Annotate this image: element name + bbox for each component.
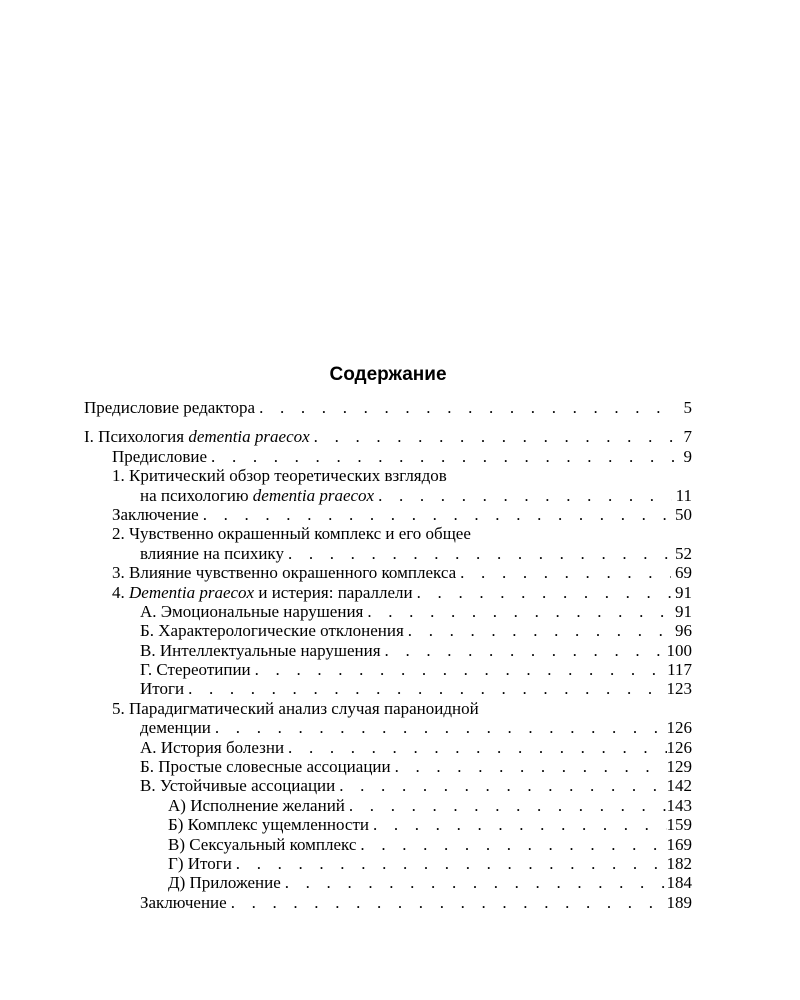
page-title: Содержание (329, 364, 447, 385)
dot-leader (378, 486, 672, 505)
dot-leader (417, 583, 671, 602)
dot-leader (314, 427, 674, 446)
toc-page-number: 142 (666, 776, 692, 796)
toc-entry (84, 486, 692, 505)
toc-page-number: 117 (667, 660, 692, 680)
toc-entry (84, 466, 692, 485)
dot-leader (188, 679, 666, 698)
toc-entry-label: В. Устойчивые ассоциации (140, 776, 336, 796)
dot-leader (360, 835, 666, 854)
dot-leader (395, 757, 667, 776)
toc-entry-label: 5. Парадигматический анализ случая параноидной (112, 698, 479, 718)
dot-leader (288, 738, 666, 757)
toc-entry-label: 1. Критический обзор теоретических взглядов (112, 466, 447, 486)
toc-entry (84, 602, 692, 621)
toc-page-number: 123 (666, 679, 692, 699)
dot-leader (385, 641, 667, 660)
toc-entry-label: 2. Чувственно окрашенный комплекс и его общее (112, 524, 471, 544)
toc-entry (84, 757, 692, 776)
toc-page-number: 91 (675, 582, 692, 602)
toc-entry (84, 699, 692, 718)
toc-entry (84, 505, 692, 524)
dot-leader (203, 505, 671, 524)
dot-leader (231, 893, 667, 912)
toc-page-number: 169 (666, 834, 692, 854)
toc-page-number: 182 (666, 853, 692, 873)
toc-page-number: 91 (675, 601, 692, 621)
toc-entry-label: влияние на психику (140, 543, 284, 563)
toc-page-number: 159 (666, 815, 692, 835)
toc-entry-label: Б) Комплекс ущемленности (168, 815, 369, 835)
toc-entry (84, 835, 692, 854)
toc-entry-label: Предисловие редактора (84, 398, 256, 417)
toc-entry-label: деменции (140, 718, 211, 738)
toc-entry (84, 796, 692, 815)
toc-entry-label: Заключение (112, 504, 199, 524)
toc-entry (84, 660, 692, 679)
toc-page-number: 11 (675, 485, 692, 505)
toc-page-number: 184 (666, 873, 692, 893)
toc-entry-label: 3. Влияние чувственно окрашенного комплекса (112, 563, 457, 583)
toc-page-number: 9 (683, 446, 692, 466)
toc-entry (84, 427, 692, 446)
dot-leader (288, 544, 671, 563)
toc-entry-label: В) Сексуальный комплекс (168, 834, 357, 854)
toc-entry-label: А. История болезни (140, 737, 285, 757)
toc-entry-label: В. Интеллектуальные нарушения (140, 640, 381, 660)
toc-entry-label: Г. Стереотипии (140, 660, 251, 680)
toc-page-number: 100 (666, 640, 692, 660)
toc-page-number: 126 (666, 737, 692, 757)
toc-entry (84, 738, 692, 757)
toc-entry-label: I. Психология dementia praecox (84, 427, 310, 447)
dot-leader (460, 563, 671, 582)
toc-entry-label: Предисловие (112, 446, 208, 466)
dot-leader (373, 815, 667, 834)
toc-entry-label: Г) Итоги (168, 853, 232, 873)
dot-leader (255, 660, 667, 679)
toc-page-number: 126 (666, 718, 692, 738)
toc-page-number: 5 (683, 398, 692, 417)
toc-page-number: 69 (675, 563, 692, 583)
toc-entry (84, 563, 692, 582)
toc-entry (84, 815, 692, 834)
toc-entry (84, 893, 692, 912)
toc-entry-label: А) Исполнение желаний (168, 795, 345, 815)
toc-entry-label: на психологию dementia praecox (140, 485, 375, 505)
dot-leader (236, 854, 667, 873)
toc-page-number: 52 (675, 543, 692, 563)
toc-page-number: 129 (666, 757, 692, 777)
toc-entry (84, 641, 692, 660)
toc-entry (84, 544, 692, 563)
toc-list (84, 398, 692, 912)
dot-leader (285, 873, 667, 892)
toc-entry-label: Заключение (140, 892, 227, 912)
toc-page-number: 50 (675, 504, 692, 524)
toc-entry (84, 621, 692, 640)
toc-page-number: 7 (683, 427, 692, 447)
toc-entry-label: 4. Dementia praecox и истерия: параллели (112, 582, 413, 602)
dot-leader (259, 398, 674, 417)
toc-entry (84, 398, 692, 417)
toc-entry-label: Итоги (140, 679, 185, 699)
table-of-contents (84, 362, 692, 912)
dot-leader (339, 776, 666, 795)
toc-entry (84, 447, 692, 466)
toc-entry-label: Д) Приложение (168, 873, 281, 893)
toc-page-number: 96 (675, 621, 692, 641)
toc-entry (84, 583, 692, 602)
toc-entry (84, 873, 692, 892)
toc-page-number: 189 (666, 892, 692, 912)
toc-entry (84, 679, 692, 698)
toc-entry-label: Б. Характерологические отклонения (140, 621, 404, 641)
toc-entry-label: Б. Простые словесные ассоциации (140, 757, 391, 777)
dot-leader (215, 718, 667, 737)
toc-entry (84, 776, 692, 795)
toc-entry-label: А. Эмоциональные нарушения (140, 601, 364, 621)
dot-leader (408, 621, 671, 640)
toc-entry (84, 524, 692, 543)
dot-leader (367, 602, 671, 621)
dot-leader (211, 447, 674, 466)
dot-leader (349, 796, 667, 815)
toc-page-number: 143 (666, 795, 692, 815)
toc-entry (84, 718, 692, 737)
toc-entry (84, 854, 692, 873)
